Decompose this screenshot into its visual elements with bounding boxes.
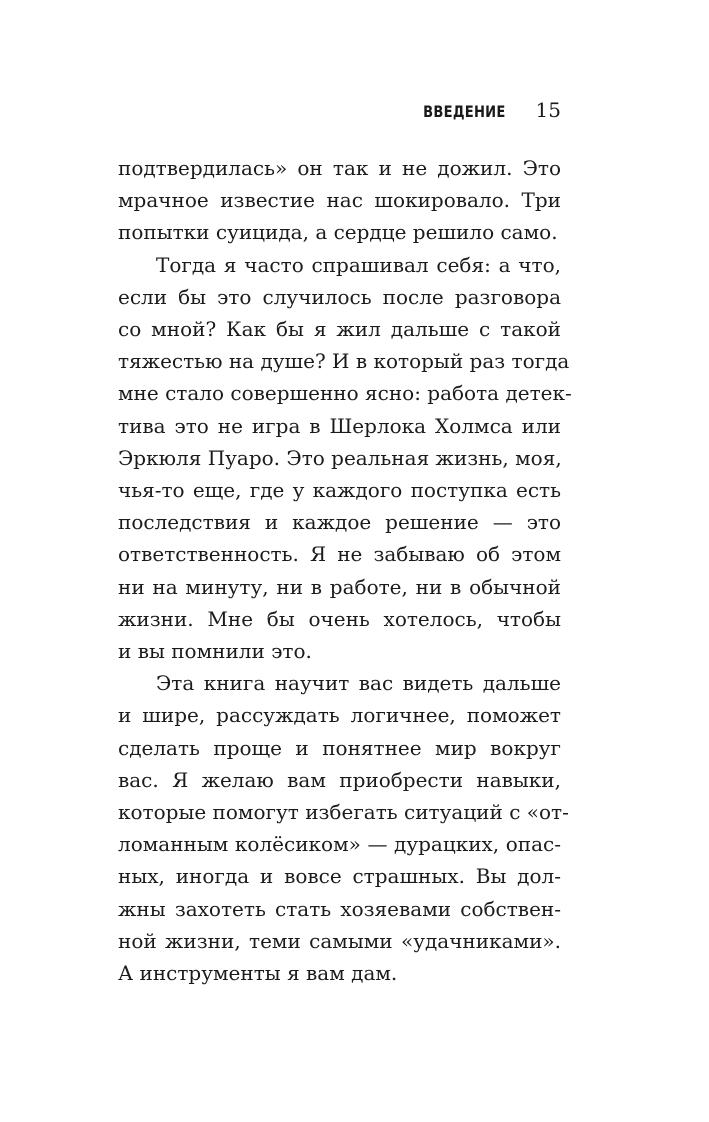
text-line: и шире, рассуждать логичнее, поможет <box>118 703 561 728</box>
text-line: ных, иногда и вовсе страшных. Вы дол- <box>118 864 561 889</box>
text-line: сделать проще и понятнее мир вокруг <box>118 735 561 760</box>
text-line: ни на минуту, ни в работе, ни в обычной <box>118 574 561 599</box>
text-line: тива это не игра в Шерлока Холмса или <box>118 413 561 438</box>
text-line: жизни. Мне бы очень хотелось, чтобы <box>118 606 561 631</box>
text-line: Тогда я часто спрашивал себя: а что, <box>156 252 561 277</box>
text-line: ной жизни, теми самыми «удачниками». <box>118 928 561 953</box>
paragraph-1 <box>118 152 561 249</box>
text-line: чья-то еще, где у каждого поступка есть <box>118 478 561 503</box>
text-line: жны захотеть стать хозяевами собствен- <box>118 896 561 921</box>
page-number: 15 <box>535 98 561 122</box>
text-line: вас. Я желаю вам приобрести навыки, <box>118 767 561 792</box>
text-line: и вы помнили это. <box>118 639 312 664</box>
text-line: подтвердилась» он так и не дожил. Это <box>118 156 561 180</box>
paragraph-3 <box>118 667 569 989</box>
text-line: А инструменты я вам дам. <box>118 961 398 986</box>
text-line: Эта книга научит вас видеть дальше <box>156 671 561 696</box>
text-line: последствия и каждое решение — это <box>118 510 561 535</box>
text-line: ответственность. Я не забываю об этом <box>118 542 561 567</box>
body-text <box>118 152 572 989</box>
text-line: тяжестью на душе? И в который раз тогда <box>118 349 570 374</box>
running-header <box>405 98 561 122</box>
text-line: со мной? Как бы я жил дальше с такой <box>118 317 561 342</box>
section-title: ВВЕДЕНИЕ <box>423 102 506 121</box>
text-line: ломанным колёсиком» — дурацких, опас- <box>118 832 561 857</box>
text-line: мне стало совершенно ясно: работа детек- <box>118 381 572 406</box>
paragraph-2 <box>118 249 572 668</box>
text-line: мрачное известие нас шокировало. Три <box>118 188 561 213</box>
text-line: если бы это случилось после разговора <box>118 284 561 309</box>
text-line: попытки суицида, а сердце решило само. <box>118 220 558 245</box>
text-line: которые помогут избегать ситуаций с «от- <box>118 800 569 825</box>
text-line: Эркюля Пуаро. Это реальная жизнь, моя, <box>118 445 562 470</box>
